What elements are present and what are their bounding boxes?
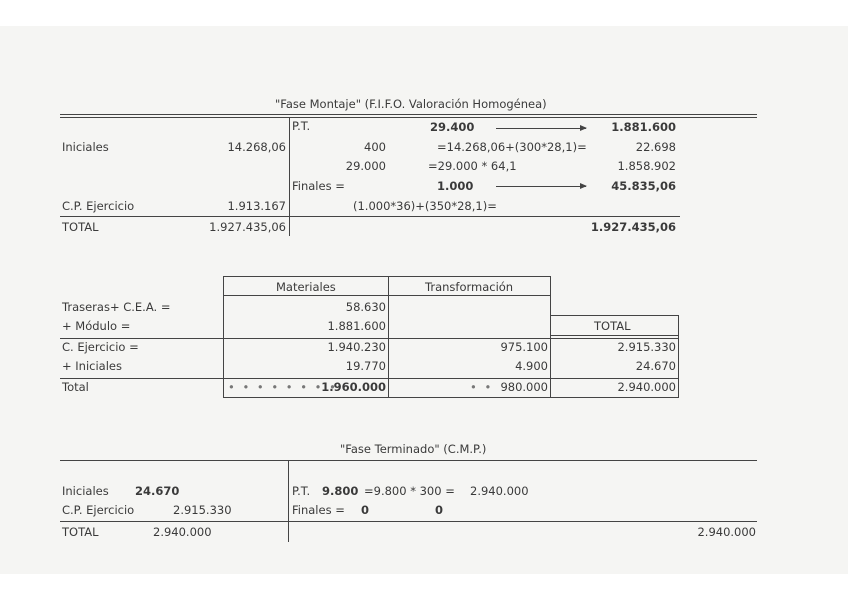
row-ejercicio-mat: 1.940.230 — [327, 340, 386, 354]
row-ejercicio-trans: 975.100 — [500, 340, 548, 354]
terminado-top-rule — [60, 460, 757, 461]
montaje-top-rule-2 — [60, 117, 757, 118]
terminado-pt-formula: =9.800 * 300 = — [364, 484, 455, 498]
montaje-iniciales-value: 14.268,06 — [227, 140, 286, 154]
terminado-total-right: 2.940.000 — [697, 525, 756, 539]
montaje-formula-2: =29.000 * 64,1 — [428, 159, 517, 173]
montaje-arrow-1 — [496, 128, 586, 129]
row-total-trans: 980.000 — [500, 380, 548, 394]
row-traseras-label: Traseras+ C.E.A. = — [62, 300, 171, 314]
montaje-top-rule — [60, 114, 757, 115]
cost-total-head-top — [550, 315, 678, 316]
row-total-mat-dots: • • • • • • • • — [228, 380, 338, 394]
montaje-units-400: 400 — [364, 140, 386, 154]
terminado-finales-label: Finales = — [292, 503, 345, 517]
montaje-total-label: TOTAL — [62, 220, 99, 234]
montaje-pt-units: 29.400 — [430, 120, 475, 134]
cost-table-bottom — [223, 397, 678, 398]
row-modulo-mat: 1.881.600 — [327, 319, 386, 333]
row-ejercicio-total: 2.915.330 — [617, 340, 676, 354]
cost-table-top — [223, 276, 550, 277]
terminado-title: "Fase Terminado" (C.M.P.) — [340, 442, 487, 456]
cost-col-left — [223, 276, 224, 398]
terminado-cp-label: C.P. Ejercicio — [62, 503, 135, 517]
montaje-finales-amount: 45.835,06 — [611, 179, 676, 193]
montaje-formula-1: =14.268,06+(300*28,1)= — [437, 140, 587, 154]
row-total-trans-dots: • • — [470, 380, 494, 394]
col-total: TOTAL — [594, 319, 631, 333]
terminado-divider — [288, 460, 289, 542]
row-ejercicio-label: C. Ejercicio = — [62, 340, 139, 354]
cost-ejercicio-rule — [60, 338, 678, 339]
montaje-finales-label: Finales = — [292, 179, 345, 193]
montaje-total-rule — [60, 216, 680, 217]
cost-total-head-bottom — [550, 335, 678, 336]
row-iniciales-trans: 4.900 — [515, 359, 548, 373]
col-transformacion: Transformación — [425, 280, 514, 294]
terminado-pt-units: 9.800 — [322, 484, 359, 498]
row-iniciales-total: 24.670 — [635, 359, 676, 373]
montaje-finales-units: 1.000 — [437, 179, 474, 193]
terminado-cp-value: 2.915.330 — [173, 503, 232, 517]
row-total-mat: 1.960.000 — [321, 380, 386, 394]
montaje-amount-2: 1.858.902 — [617, 159, 676, 173]
montaje-arrow-2 — [496, 186, 586, 187]
cost-table-header-bottom — [223, 295, 550, 296]
montaje-iniciales-label: Iniciales — [62, 140, 109, 154]
montaje-pt-amount: 1.881.600 — [611, 120, 676, 134]
row-total-total: 2.940.000 — [617, 380, 676, 394]
row-total-label: Total — [62, 380, 89, 394]
montaje-total-right: 1.927.435,06 — [590, 220, 676, 234]
cost-total-rule — [60, 378, 678, 379]
montaje-cp-value: 1.913.167 — [227, 199, 286, 213]
terminado-total-rule — [60, 521, 757, 522]
montaje-units-29000: 29.000 — [345, 159, 386, 173]
terminado-iniciales-label: Iniciales — [62, 484, 109, 498]
row-iniciales-mat: 19.770 — [345, 359, 386, 373]
terminado-iniciales-value: 24.670 — [135, 484, 180, 498]
montaje-formula-3: (1.000*36)+(350*28,1)= — [353, 199, 497, 213]
montaje-amount-1: 22.698 — [635, 140, 676, 154]
montaje-cp-label: C.P. Ejercicio — [62, 199, 135, 213]
cost-col-right — [550, 276, 551, 398]
cost-col-mid — [388, 276, 389, 398]
montaje-divider — [289, 118, 290, 236]
col-materiales: Materiales — [276, 280, 336, 294]
terminado-total-value: 2.940.000 — [153, 525, 212, 539]
montaje-total-left: 1.927.435,06 — [209, 220, 286, 234]
terminado-pt-label: P.T. — [292, 484, 311, 498]
montaje-title: "Fase Montaje" (F.I.F.O. Valoración Homogénea) — [275, 97, 547, 111]
terminado-pt-amount: 2.940.000 — [470, 484, 529, 498]
row-iniciales-label: + Iniciales — [62, 359, 122, 373]
cost-col-total-right — [678, 315, 679, 398]
terminado-finales-a: 0 — [361, 503, 370, 517]
row-modulo-label: + Módulo = — [62, 319, 131, 333]
row-traseras-mat: 58.630 — [345, 300, 386, 314]
terminado-finales-b: 0 — [435, 503, 444, 517]
montaje-pt-label: P.T. — [292, 119, 311, 133]
terminado-total-label: TOTAL — [62, 525, 99, 539]
